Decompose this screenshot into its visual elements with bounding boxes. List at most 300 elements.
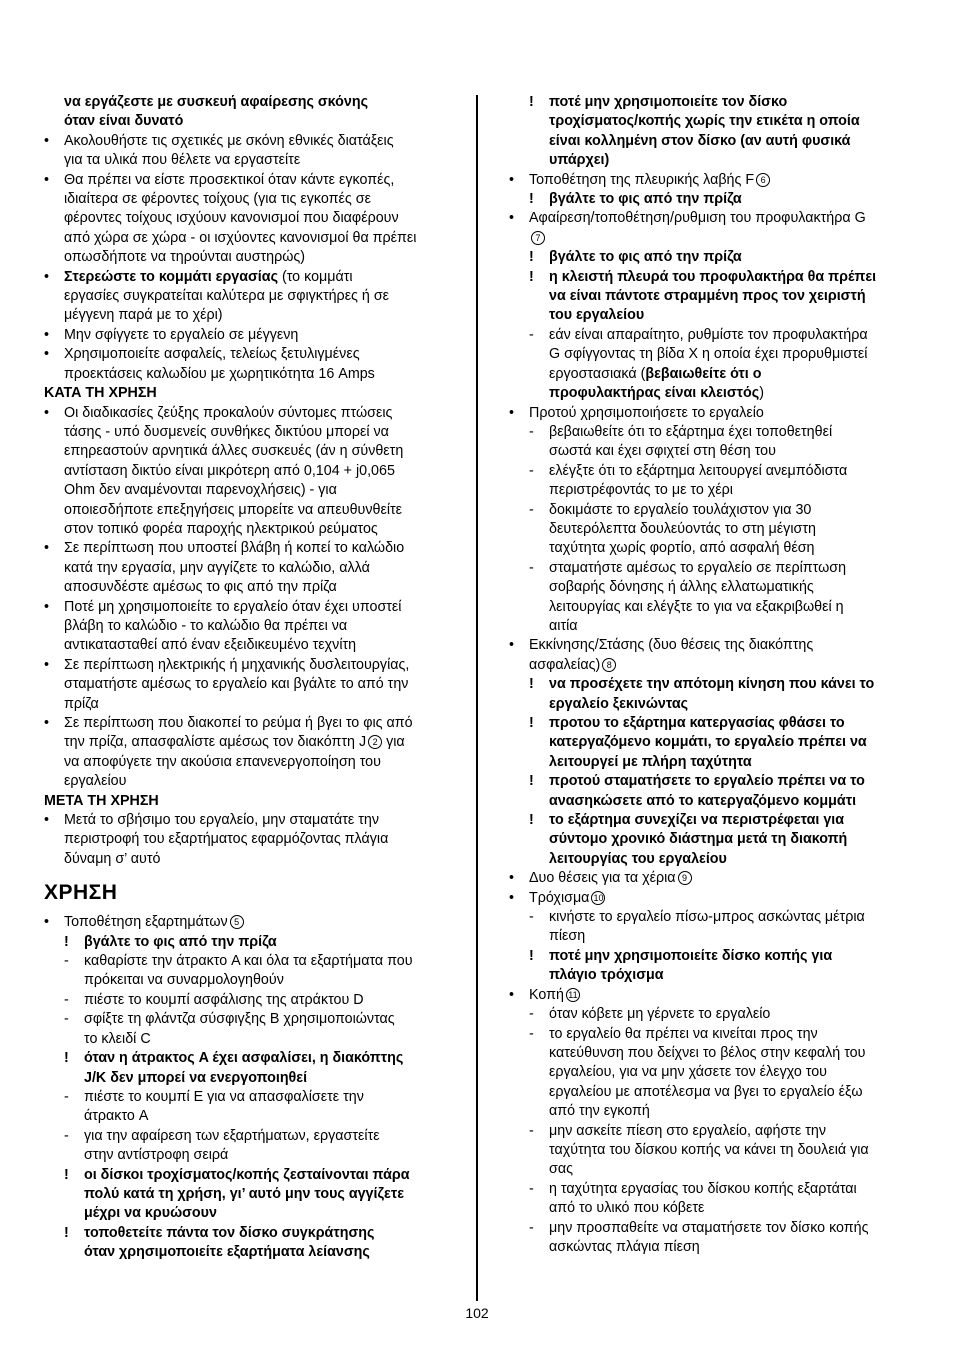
text-line: [509, 1083, 913, 1102]
line-text: σφίξτε τη φλάντζα σύσφιγξης B χρησιμοποιώντας: [84, 1011, 395, 1028]
text-line: [509, 345, 913, 364]
warning-icon: !: [529, 715, 534, 731]
line-text: βγάλτε το φις από την πρίζα: [549, 249, 742, 266]
bullet-marker: •: [44, 812, 50, 829]
line-text: είναι κολλημένη στον δίσκο (αν αυτή φυσικά: [549, 132, 851, 149]
line-text: οπωσδήποτε να τηρούνται αυστηρώς): [64, 249, 306, 266]
line-text: να εργάζεστε με συσκευή αφαίρεσης σκόνης: [64, 94, 368, 110]
dash-marker: -: [64, 953, 69, 970]
text-line: [509, 132, 913, 151]
text-line: [509, 481, 913, 500]
line-text: να αποφύγετε την ακούσια επανενεργοποίηση του: [64, 753, 381, 770]
text-line: [44, 248, 464, 267]
bullet-item: [44, 404, 464, 423]
line-text-bold: βεβαιωθείτε ότι ο: [645, 365, 762, 382]
subheading: [44, 384, 464, 403]
line-text: μην ασκείτε πίεση στο εργαλείο, αφήστε την: [549, 1122, 827, 1139]
text-line: [509, 695, 913, 714]
line-text: σύντομο χρονικό διάστημα μετά τη διακοπή: [549, 831, 848, 848]
line-text: περιστροφή του εξαρτήματος εφαρμόζοντας πλάγια: [64, 831, 389, 848]
text-line: [44, 636, 464, 655]
warning-icon: !: [64, 933, 69, 950]
text-line: [44, 229, 464, 248]
line-text: λειτουργίας και ελέγξτε το για να εξακριβωθεί η: [549, 598, 844, 615]
line-text: βγάλτε το φις από την πρίζα: [84, 933, 277, 950]
text-line: [44, 559, 464, 578]
text-line: [509, 151, 913, 170]
dash-item: [509, 908, 913, 927]
line-text: εργαλείου με αποτέλεσμα να βγει το εργαλείο έξω: [549, 1083, 863, 1100]
line-text: Τοποθέτηση της πλευρικής λαβής F: [529, 171, 755, 188]
line-text: G σφίγγοντας τη βίδα X η οποία έχει προρυθμιστεί: [549, 346, 868, 363]
line-text: για τα υλικά που θέλετε να εργαστείτε: [64, 152, 301, 169]
text-line: [44, 306, 464, 325]
line-text: ταχύτητα του δίσκου κοπής να κάνει τη δουλειά για: [549, 1141, 869, 1158]
warning-item: [509, 675, 913, 694]
line-text: Μετά το σβήσιμο του εργαλείο, μην σταματάτε την: [64, 812, 379, 829]
text-line: [44, 520, 464, 539]
line-text: το εξάρτημα συνεχίζει να περιστρέφεται για: [549, 812, 845, 829]
line-text: περιστρέφοντάς το με το χέρι: [549, 482, 733, 499]
line-text: πολύ κατά τη χρήση, γι’ αυτό μην τους αγγίζετε: [84, 1185, 405, 1202]
line-text: σας: [549, 1161, 573, 1178]
text-line: [509, 656, 913, 675]
bullet-item: [509, 171, 913, 190]
line-text: Εκκίνησης/Στάσης (δυο θέσεις της διακόπτης: [529, 637, 814, 654]
bullet-item: [44, 171, 464, 190]
dash-item: [509, 1219, 913, 1238]
line-text: ιδιαίτερα σε φέροντες τοίχους (για τις εγκοπές σε: [64, 191, 371, 208]
line-text: ελέγξτε ότι το εξάρτημα λειτουργεί ανεμπόδιστα: [549, 462, 848, 479]
line-text: όταν η άτρακτος A έχει ασφαλίσει, η διακόπτης: [84, 1050, 404, 1067]
text-line: [44, 971, 464, 990]
bullet-marker: •: [44, 540, 50, 557]
left-column: [44, 93, 464, 1263]
line-text-suffix: για: [382, 734, 405, 751]
text-line: [44, 93, 464, 112]
warning-icon: !: [529, 94, 534, 110]
dash-item: [44, 952, 464, 971]
text-line: [44, 112, 464, 131]
line-text: Κοπή: [529, 986, 564, 1003]
line-text: λειτουργίας του εργαλείου: [549, 850, 727, 867]
warning-icon: !: [529, 191, 534, 208]
text-line: [509, 578, 913, 597]
text-line: [44, 209, 464, 228]
line-text: δύναμη σ’ αυτό: [64, 850, 161, 867]
line-text: κινήστε το εργαλείο πίσω-μπρος ασκώντας μέτρια: [549, 909, 865, 926]
line-text: να είναι πάντοτε στραμμένη προς τον χειριστή: [549, 288, 866, 305]
dash-item: [509, 462, 913, 481]
line-text: μην προσπαθείτε να σταματήσετε τον δίσκο κοπής: [549, 1219, 869, 1236]
line-text: πρίζα: [64, 695, 99, 712]
bullet-item: [509, 889, 913, 908]
bullet-marker: •: [509, 889, 515, 906]
text-line: [44, 753, 464, 772]
warning-item: [44, 1049, 464, 1068]
warning-item: [509, 93, 913, 112]
line-text: τάσης - υπό δυσμενείς συνθήκες δικτύου μπορεί να: [64, 423, 389, 440]
text-line: [509, 1044, 913, 1063]
line-text: Ακολουθήστε τις σχετικές με σκόνη εθνικές διατάξεις: [64, 132, 394, 149]
line-text: σταματήστε αμέσως το εργαλείο σε περίπτωση: [549, 559, 847, 576]
line-text: σωστά και έχει σφιχτεί στη θέση του: [549, 443, 776, 460]
figure-ref-icon: 11: [566, 988, 580, 1002]
text-line: [509, 306, 913, 325]
line-text: το εργαλείο θα πρέπει να κινείται προς την: [549, 1025, 818, 1042]
line-text: η ταχύτητα εργασίας του δίσκου κοπής εξαρτάται: [549, 1180, 857, 1197]
text-line: [44, 1146, 464, 1165]
figure-ref-icon: 7: [531, 231, 545, 245]
line-text: μέχρι να κρυώσουν: [84, 1205, 217, 1222]
bullet-item: [44, 539, 464, 558]
text-line: [509, 850, 913, 869]
text-line: [44, 578, 464, 597]
text-line: [44, 850, 464, 869]
warning-icon: !: [529, 268, 534, 285]
section-heading: ΧΡΗΣΗ: [44, 881, 118, 905]
bullet-marker: •: [509, 986, 515, 1003]
dash-marker: -: [529, 1219, 534, 1236]
warning-icon: !: [64, 1224, 69, 1241]
line-text: άτρακτο A: [84, 1108, 149, 1125]
bullet-marker: •: [509, 210, 515, 227]
line-text: ασκώντας πλάγια πίεση: [549, 1238, 700, 1255]
text-line: [44, 695, 464, 714]
warning-item: [509, 190, 913, 209]
bullet-marker: •: [44, 132, 50, 149]
line-text: μέγγενη παρά με το χέρι): [64, 307, 223, 324]
line-text: προεκτάσεις καλωδίου με χωρητικότητα 16 Amps: [64, 365, 375, 382]
line-text: Σε περίπτωση που διακοπεί το ρεύμα ή βγει το φις από: [64, 715, 413, 731]
warning-item: [509, 772, 913, 791]
line-text: σταματήστε αμέσως το εργαλείο και βγάλτε το από την: [64, 676, 409, 693]
line-text: εάν είναι απαραίτητο, ρυθμίστε τον προφυλακτήρα: [549, 326, 868, 343]
bullet-marker: •: [509, 870, 515, 887]
text-line: [509, 966, 913, 985]
line-text: βεβαιωθείτε ότι το εξάρτημα έχει τοποθετηθεί: [549, 423, 833, 440]
dash-item: [44, 1127, 464, 1146]
bullet-item: [509, 404, 913, 423]
line-text: σοβαρής δόνησης ή άλλης ελλατωματικής: [549, 579, 814, 596]
line-text: ΚΑΤΑ ΤΗ ΧΡΗΣΗ: [44, 385, 157, 402]
text-line: [44, 365, 464, 384]
page-number: 102: [465, 1305, 489, 1321]
dash-item: [44, 991, 464, 1010]
line-text: οι δίσκοι τροχίσματος/κοπής ζεσταίνονται πάρα: [84, 1166, 410, 1183]
text-line: [509, 384, 913, 403]
warning-item: [509, 947, 913, 966]
line-text: βγάλτε το φις από την πρίζα: [549, 191, 742, 208]
subheading: [44, 792, 464, 811]
line-text: Χρησιμοποιείτε ασφαλείς, τελείως ξετυλιγμένες: [64, 346, 360, 363]
text-line: [44, 423, 464, 442]
dash-item: [509, 1025, 913, 1044]
line-text: να προσέχετε την απότομη κίνηση που κάνει το: [549, 676, 875, 693]
bullet-item: [509, 986, 913, 1005]
dash-item: [509, 1180, 913, 1199]
line-text: πιέστε το κουμπί ασφάλισης της ατράκτου D: [84, 991, 364, 1008]
line-text: πρόκειται να συναρμολογηθούν: [84, 972, 284, 989]
line-text: καθαρίστε την άτρακτο A και όλα τα εξαρτήματα που: [84, 953, 413, 970]
text-line: [509, 365, 913, 384]
dash-item: [44, 1088, 464, 1107]
line-text: ασφαλείας): [529, 656, 601, 673]
text-line: [44, 501, 464, 520]
line-text: ποτέ μην χρησιμοποιείτε τον δίσκο: [549, 94, 788, 110]
dash-marker: -: [64, 1088, 69, 1105]
bullet-marker: •: [509, 637, 515, 654]
text-line: [509, 1238, 913, 1257]
line-text: δευτερόλεπτα δουλεύοντάς το στη μέγιστη: [549, 520, 816, 537]
text-line: [44, 675, 464, 694]
text-line: [509, 539, 913, 558]
line-text: αποσυνδέστε αμέσως το φις από την πρίζα: [64, 579, 337, 596]
line-text: ταχύτητα χωρίς φορτίο, από ασφαλή θέση: [549, 540, 815, 557]
dash-marker: -: [529, 423, 534, 440]
line-text: Ποτέ μη χρησιμοποιείτε το εργαλείο όταν έχει υποστεί: [64, 598, 402, 615]
figure-ref-icon: 5: [230, 915, 244, 929]
figure-ref-icon: 2: [368, 735, 382, 749]
text-line: [44, 287, 464, 306]
bullet-item: [509, 209, 913, 228]
line-text: κατεργαζόμενο κομμάτι, το εργαλείο πρέπει να: [549, 734, 867, 751]
line-text: τροχίσματος/κοπής χωρίς την ετικέτα η οποία: [549, 113, 860, 130]
text-line: [44, 617, 464, 636]
line-text: βλάβη το καλώδιο - το καλώδιο θα πρέπει να: [64, 617, 348, 634]
bullet-item: [44, 268, 464, 287]
text-line: [44, 1243, 464, 1262]
warning-item: [509, 268, 913, 287]
dash-marker: -: [529, 1180, 534, 1197]
line-text: οποιεσδήποτε επεξηγήσεις μπορείτε να απευθυνθείτε: [64, 501, 403, 518]
line-text: Τρόχισμα: [529, 889, 590, 906]
bullet-item: [44, 656, 464, 675]
line-text: όταν κόβετε μη γέρνετε το εργαλείο: [549, 1006, 771, 1023]
warning-item: [509, 248, 913, 267]
line-text: Ohm δεν αναμένονται παρενοχλήσεις) - για: [64, 482, 337, 499]
dash-marker: -: [529, 501, 534, 518]
bullet-item: [44, 345, 464, 364]
line-text: εργαλείο ξεκινώντας: [549, 695, 689, 712]
dash-item: [509, 326, 913, 345]
bullet-marker: •: [44, 326, 50, 343]
line-text: υπάρχει): [549, 152, 610, 169]
bullet-item: [44, 326, 464, 345]
warning-item: [44, 933, 464, 952]
line-text: Θα πρέπει να είστε προσεκτικοί όταν κάντε εγκοπές,: [64, 171, 395, 188]
bullet-marker: •: [44, 656, 50, 673]
line-text: όταν είναι δυνατό: [64, 113, 184, 130]
line-text: αντίσταση δικτύο είναι μικρότερη από 0,104 + j0,065: [64, 462, 395, 479]
right-column: [509, 93, 913, 1257]
line-text: από το υλικό που κόβετε: [549, 1200, 705, 1217]
line-text: πιέστε το κουμπί E για να απασφαλίσετε την: [84, 1088, 364, 1105]
text-line: [509, 617, 913, 636]
figure-ref-icon: 6: [756, 173, 770, 187]
line-text: Μην σφίγγετε το εργαλείο σε μέγγενη: [64, 326, 299, 343]
text-line: [44, 1107, 464, 1126]
line-text: κατεύθυνση που δείχνει το βέλος στην κεφαλή του: [549, 1044, 866, 1061]
line-text: ποτέ μην χρησιμοποιείτε δίσκο κοπής για: [549, 947, 833, 964]
warning-item: [44, 1224, 464, 1243]
text-line: [44, 1030, 464, 1049]
line-text: από χώρα σε χώρα - οι ισχύοντες κανονισμοί θα πρέπει: [64, 229, 417, 246]
line-text: Σε περίπτωση που υποστεί βλάβη ή κοπεί το καλώδιο: [64, 540, 405, 557]
text-line: [44, 1069, 464, 1088]
warning-icon: !: [529, 249, 534, 266]
line-text: Οι διαδικασίες ζεύξης προκαλούν σύντομες πτώσεις: [64, 404, 393, 421]
text-line: [509, 830, 913, 849]
line-text: λειτουργεί με πλήρη ταχύτητα: [549, 753, 752, 770]
line-text: εργασίες συγκρατείται καλύτερα με σφιγκτήρες ή σε: [64, 288, 390, 305]
figure-ref-icon: 10: [593, 892, 604, 903]
text-line: [509, 598, 913, 617]
line-text: Τοποθέτηση εξαρτημάτων: [64, 914, 228, 931]
bullet-item: [44, 132, 464, 151]
line-text: προτού σταματήσετε το εργαλείο πρέπει να το: [549, 773, 865, 790]
warning-item: [509, 714, 913, 733]
dash-item: [509, 1005, 913, 1024]
text-line: [44, 190, 464, 209]
warning-icon: !: [529, 676, 534, 693]
bullet-item: [44, 811, 464, 830]
text-line: [509, 287, 913, 306]
line-text: πίεση: [549, 928, 586, 945]
column-divider: [476, 95, 478, 1301]
bullet-marker: •: [44, 404, 50, 421]
warning-icon: !: [529, 812, 534, 829]
line-text: εργοστασιακά (: [549, 365, 646, 382]
text-line: [44, 733, 464, 752]
line-text: δοκιμάστε το εργαλείο τουλάχιστον για 30: [549, 501, 812, 518]
text-line: [509, 1063, 913, 1082]
line-text: πλάγιο τρόχισμα: [549, 967, 664, 984]
dash-marker: -: [529, 1025, 534, 1042]
dash-marker: -: [529, 326, 534, 343]
line-text: τοποθετείτε πάντα τον δίσκο συγκράτησης: [84, 1224, 375, 1241]
bullet-item: [44, 913, 464, 932]
text-line: [509, 927, 913, 946]
line-text: εργαλείου: [64, 773, 127, 790]
warning-item: [44, 1166, 464, 1185]
line-text: την πρίζα, απασφαλίστε αμέσως τον διακόπτη J: [64, 734, 367, 751]
text-line: [509, 792, 913, 811]
line-text: φέροντες τοίχους ισχύουν κανονισμοί που διαφέρουν: [64, 210, 399, 227]
line-text: Αφαίρεση/τοποθέτηση/ρυθμιση του προφυλακτήρα G: [529, 210, 866, 227]
line-text: Δυο θέσεις για τα χέρια: [529, 870, 676, 887]
dash-marker: -: [64, 991, 69, 1008]
line-text: Στερεώστε το κομμάτι εργασίας: [64, 268, 278, 285]
bullet-marker: •: [44, 171, 50, 188]
bullet-marker: •: [509, 404, 515, 421]
text-line: [509, 520, 913, 539]
bullet-item: [509, 869, 913, 888]
figure-ref-icon: 8: [602, 658, 616, 672]
warning-icon: !: [529, 947, 534, 964]
line-text: προφυλακτήρας είναι κλειστός: [549, 385, 760, 402]
dash-item: [44, 1010, 464, 1029]
dash-item: [509, 423, 913, 442]
text-line: [509, 733, 913, 752]
line-text: κατά την εργασία, μην αγγίζετε το καλώδιο, αλλά: [64, 559, 370, 576]
line-text: εργαλείου, για να μην χάσετε τον έλεγχο του: [549, 1064, 827, 1081]
dash-marker: -: [529, 559, 534, 576]
text-line: [44, 1204, 464, 1223]
text-line: [509, 1102, 913, 1121]
text-line: [509, 753, 913, 772]
line-text: στον τοπικό φορέα παροχής ηλεκτρικού ρεύματος: [64, 520, 378, 537]
text-line: [44, 1185, 464, 1204]
figure-ref-icon: 9: [678, 871, 692, 885]
bullet-item: [44, 598, 464, 617]
line-text: αιτία: [549, 617, 578, 634]
dash-marker: -: [529, 1006, 534, 1023]
line-text-suffix: ): [759, 385, 764, 402]
bullet-marker: •: [44, 346, 50, 363]
warning-item: [509, 811, 913, 830]
line-text: προτου το εξάρτημα κατεργασίας φθάσει το: [549, 715, 845, 731]
line-text: για την αφαίρεση των εξαρτήματων, εργαστείτε: [84, 1127, 380, 1144]
text-line: [44, 462, 464, 481]
bullet-marker: •: [44, 598, 50, 615]
bullet-item: [509, 636, 913, 655]
line-text: Προτού χρησιμοποιήσετε το εργαλείο: [529, 404, 764, 421]
line-text: του εργαλείου: [549, 307, 645, 324]
text-line: [509, 1160, 913, 1179]
dash-item: [509, 559, 913, 578]
text-line: [44, 151, 464, 170]
warning-icon: !: [529, 773, 534, 790]
warning-icon: !: [64, 1050, 69, 1067]
line-text: το κλειδί C: [84, 1030, 151, 1047]
bullet-marker: •: [509, 171, 515, 188]
line-text: Σε περίπτωση ηλεκτρικής ή μηχανικής δυσλειτουργίας,: [64, 656, 410, 673]
text-line: [509, 442, 913, 461]
bullet-marker: •: [44, 715, 50, 731]
dash-item: [509, 1122, 913, 1141]
text-line: [509, 1199, 913, 1218]
text-line: [509, 1141, 913, 1160]
line-text: J/K δεν μπορεί να ενεργοποιηθεί: [84, 1069, 308, 1086]
line-text: ΜΕΤΑ ΤΗ ΧΡΗΣΗ: [44, 792, 159, 809]
text-line: [509, 229, 913, 248]
text-line: [44, 772, 464, 791]
warning-icon: !: [64, 1166, 69, 1183]
text-line: [44, 830, 464, 849]
line-text: στην αντίστροφη σειρά: [84, 1147, 229, 1164]
text-line: [44, 481, 464, 500]
bullet-item: [44, 714, 464, 733]
bullet-marker: •: [44, 914, 50, 931]
line-text: όταν χρησιμοποιείτε εξαρτήματα λείανσης: [84, 1244, 370, 1261]
line-text: η κλειστή πλευρά του προφυλακτήρα θα πρέπει: [549, 268, 877, 285]
line-text-suffix: (το κομμάτι: [278, 268, 353, 285]
text-line: [44, 442, 464, 461]
text-line: [509, 112, 913, 131]
line-text: ανασηκώσετε από το κατεργαζόμενο κομμάτι: [549, 792, 857, 809]
dash-marker: -: [529, 1122, 534, 1139]
line-text: αντικατασταθεί από έναν εξειδικευμένο τεχνίτη: [64, 637, 357, 654]
line-text: επηρεαστούν αρνητικά άλλες συσκευές (άν η σύνθετη: [64, 443, 404, 460]
dash-marker: -: [529, 909, 534, 926]
dash-marker: -: [64, 1011, 69, 1028]
dash-marker: -: [64, 1127, 69, 1144]
bullet-marker: •: [44, 268, 50, 285]
dash-marker: -: [529, 462, 534, 479]
dash-item: [509, 501, 913, 520]
line-text: από την εγκοπή: [549, 1103, 650, 1120]
